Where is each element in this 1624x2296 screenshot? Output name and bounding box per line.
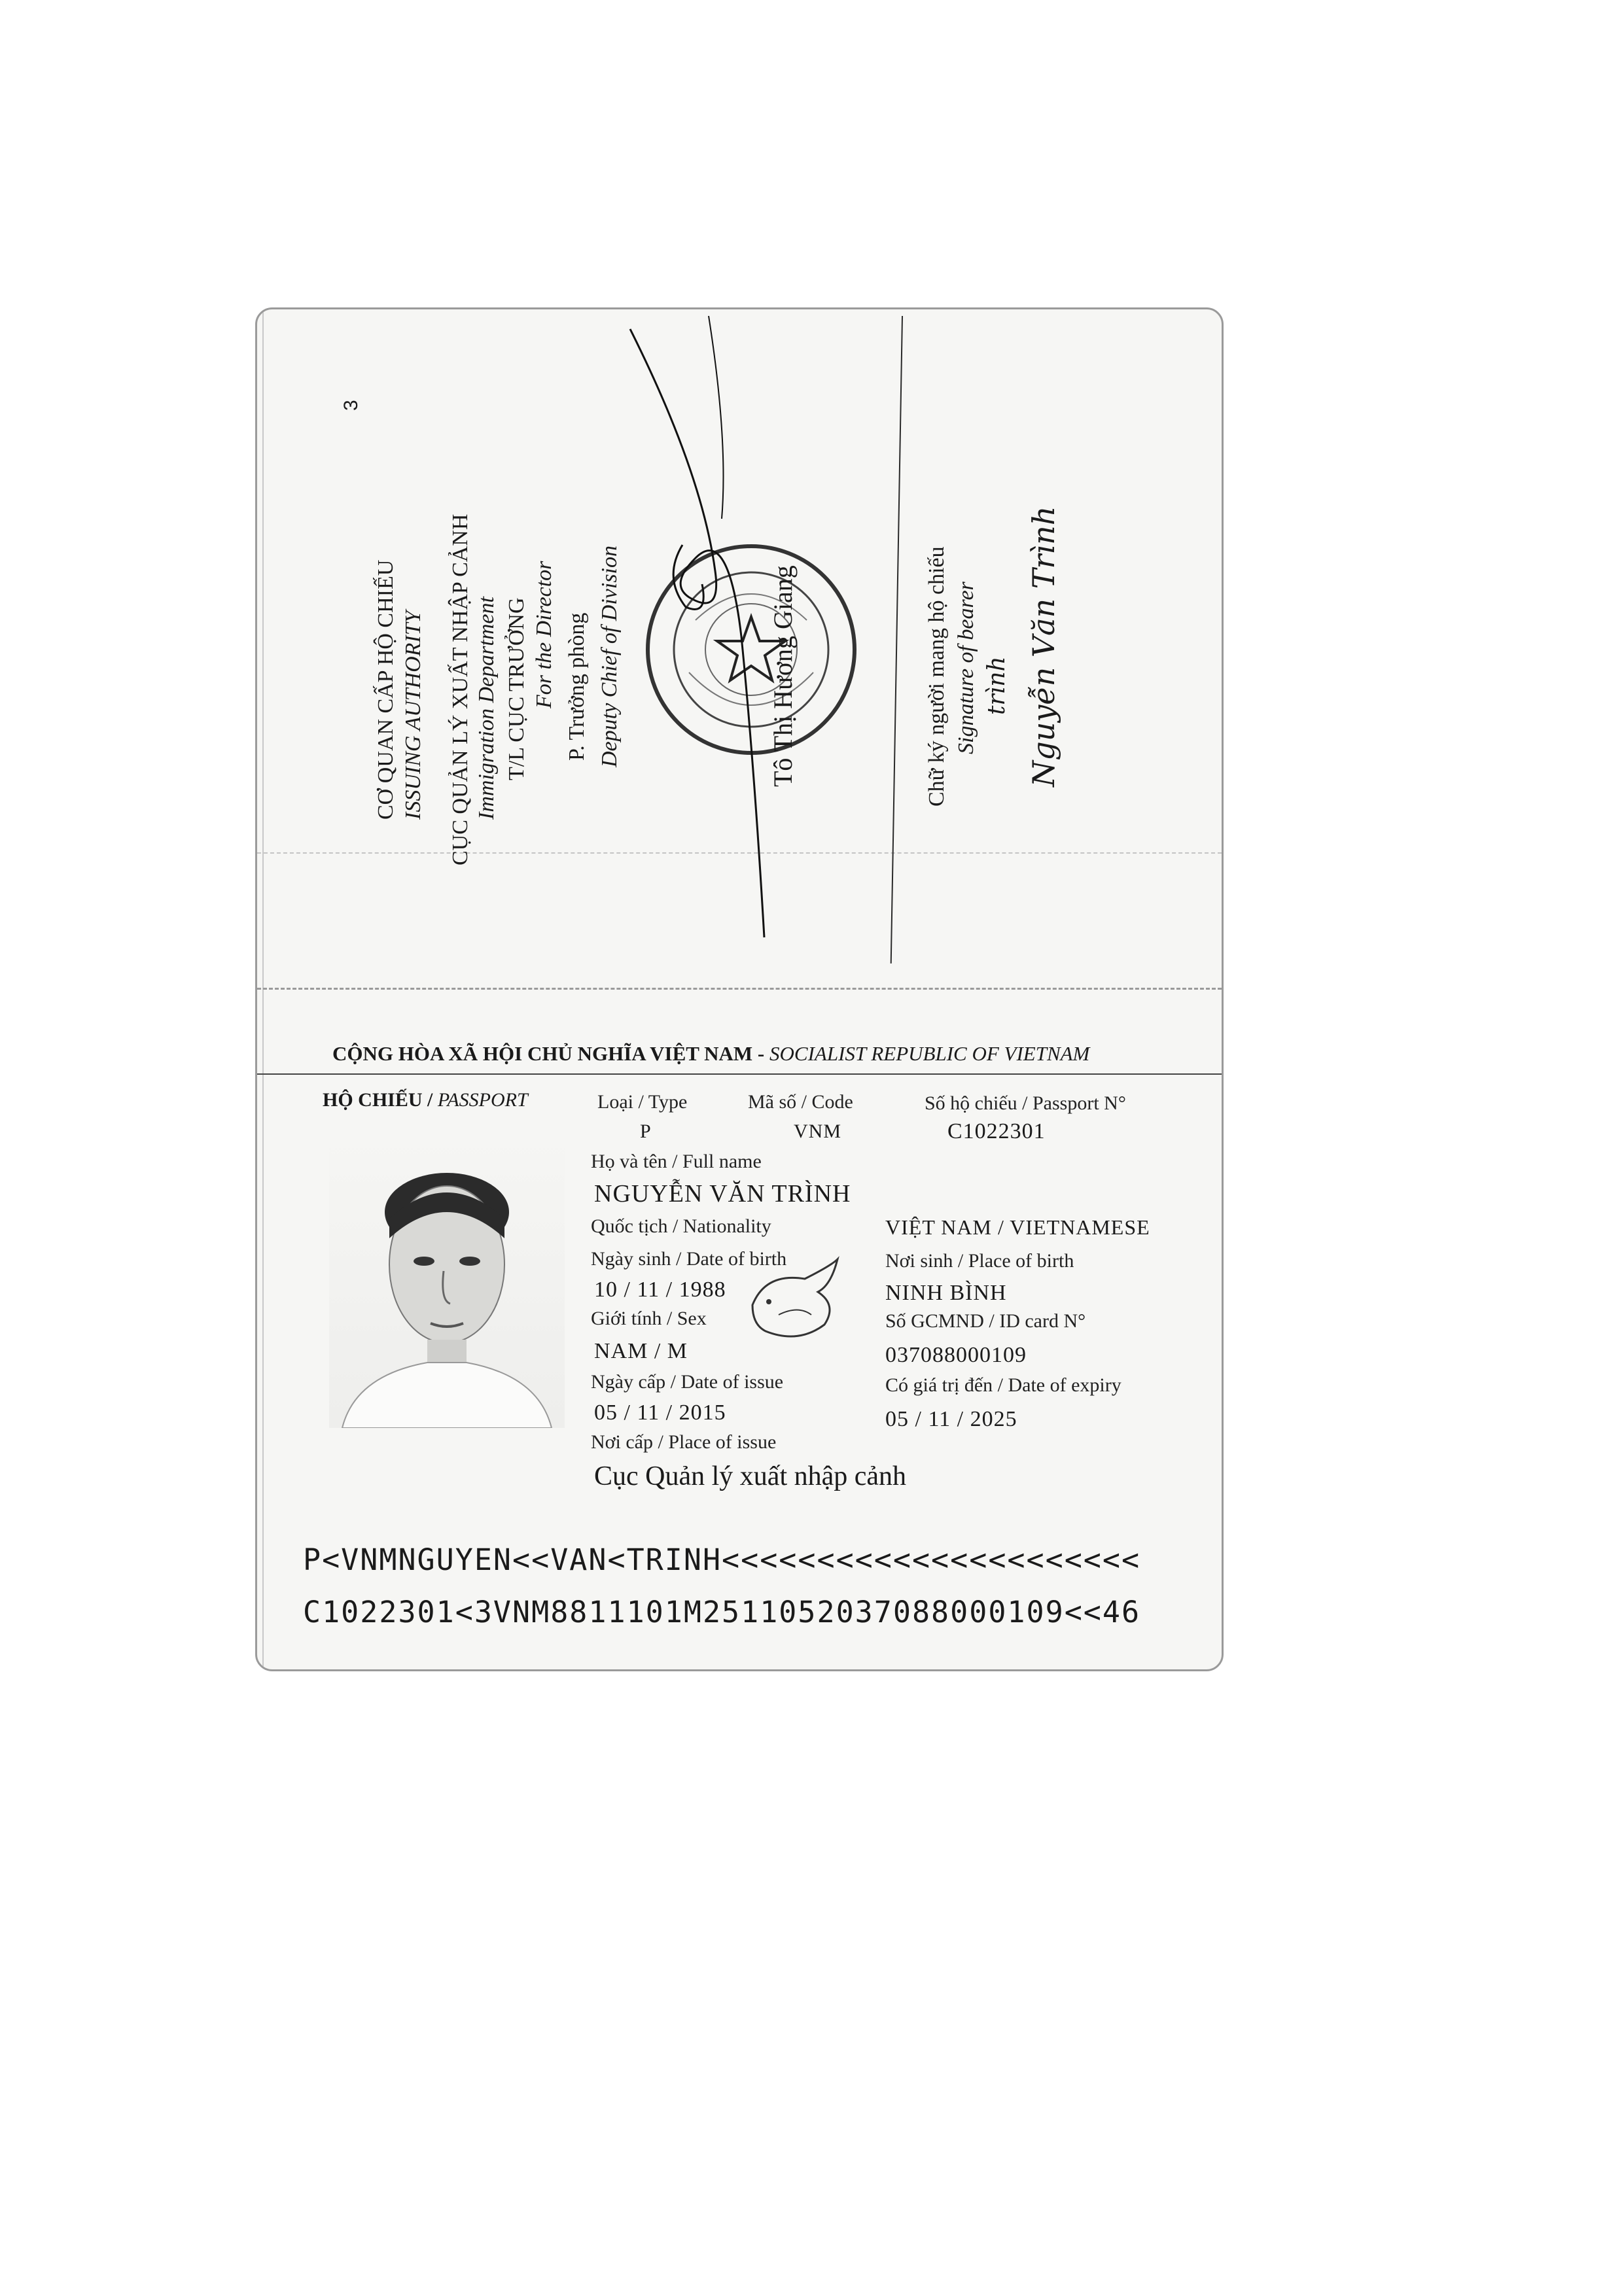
nationality-value: VIỆT NAM / VIETNAMESE [885,1215,1150,1239]
country-header-en: SOCIALIST REPUBLIC OF VIETNAM [769,1042,1090,1065]
place-of-issue-label: Nơi cấp / Place of issue [591,1431,777,1453]
holder-photo [329,1127,565,1428]
authority-line: Deputy Chief of Division [597,545,622,767]
place-of-birth-label: Nơi sinh / Place of birth [885,1250,1074,1272]
id-card-value: 037088000109 [885,1343,1027,1367]
document-title-vi: HỘ CHIẾU / [323,1089,438,1111]
date-of-issue-value: 05 / 11 / 2015 [594,1400,726,1425]
code-value: VNM [794,1121,842,1142]
full-name-value: NGUYỄN VĂN TRÌNH [594,1180,851,1208]
bearer-signature-label-en: Signature of bearer [954,582,978,754]
document-title-en: PASSPORT [437,1089,528,1111]
date-of-birth-label: Ngày sinh / Date of birth [591,1248,787,1270]
bearer-handwriting: Nguyễn Văn Trình [1026,506,1061,787]
mrz-line-2: C1022301<3VNM8811101M2511052037088000109<<46 [303,1595,1141,1629]
passport-scan [255,307,1224,1671]
type-label: Loại / Type [597,1091,688,1113]
authority-line: ISSUING AUTHORITY [401,610,425,820]
authority-line: Immigration Department [474,597,499,820]
date-of-expiry-label: Có giá trị đến / Date of expiry [885,1374,1121,1396]
date-of-expiry-value: 05 / 11 / 2025 [885,1407,1017,1431]
authority-line: P. Trưởng phòng [565,612,589,761]
header-rule [257,1073,1222,1075]
sex-value: NAM / M [594,1339,688,1363]
dove-watermark [739,1253,844,1351]
authority-line: CỤC QUẢN LÝ XUẤT NHẬP CẢNH [448,513,472,865]
signature-divider [891,316,903,964]
type-value: P [640,1121,652,1142]
id-card-label: Số GCMND / ID card N° [885,1310,1086,1332]
authority-page [257,309,1222,996]
code-label: Mã số / Code [748,1091,853,1113]
authority-line: For the Director [532,561,556,708]
country-header [332,1042,1089,1066]
bearer-signature-label: Chữ ký người mang hộ chiếu [925,546,949,807]
passport-number-value: C1022301 [947,1119,1046,1143]
date-of-issue-label: Ngày cấp / Date of issue [591,1371,784,1393]
date-of-birth-value: 10 / 11 / 1988 [594,1278,726,1302]
bearer-handwriting: trình [983,656,1010,715]
authority-line: T/L CỤC TRƯỞNG [504,597,529,780]
page-number: 3 [340,400,362,411]
country-header-vi: CỘNG HÒA XÃ HỘI CHỦ NGHĨA VIỆT NAM - [332,1042,769,1065]
holder-portrait [329,1127,565,1428]
full-name-label: Họ và tên / Full name [591,1151,762,1172]
passport-number-label: Số hộ chiếu / Passport N° [925,1092,1126,1114]
sex-label: Giới tính / Sex [591,1308,707,1329]
place-of-issue-value: Cục Quản lý xuất nhập cảnh [594,1461,907,1491]
mrz-line-1: P<VNMNGUYEN<<VAN<TRINH<<<<<<<<<<<<<<<<<<<<<< [303,1542,1141,1577]
officer-name: Tô Thị Hương Giang [768,565,798,787]
nationality-label: Quốc tịch / Nationality [591,1215,771,1237]
authority-line: CƠ QUAN CẤP HỘ CHIẾU [374,559,398,820]
place-of-birth-value: NINH BÌNH [885,1281,1007,1305]
document-title [323,1089,528,1111]
officer-signature [624,309,774,964]
